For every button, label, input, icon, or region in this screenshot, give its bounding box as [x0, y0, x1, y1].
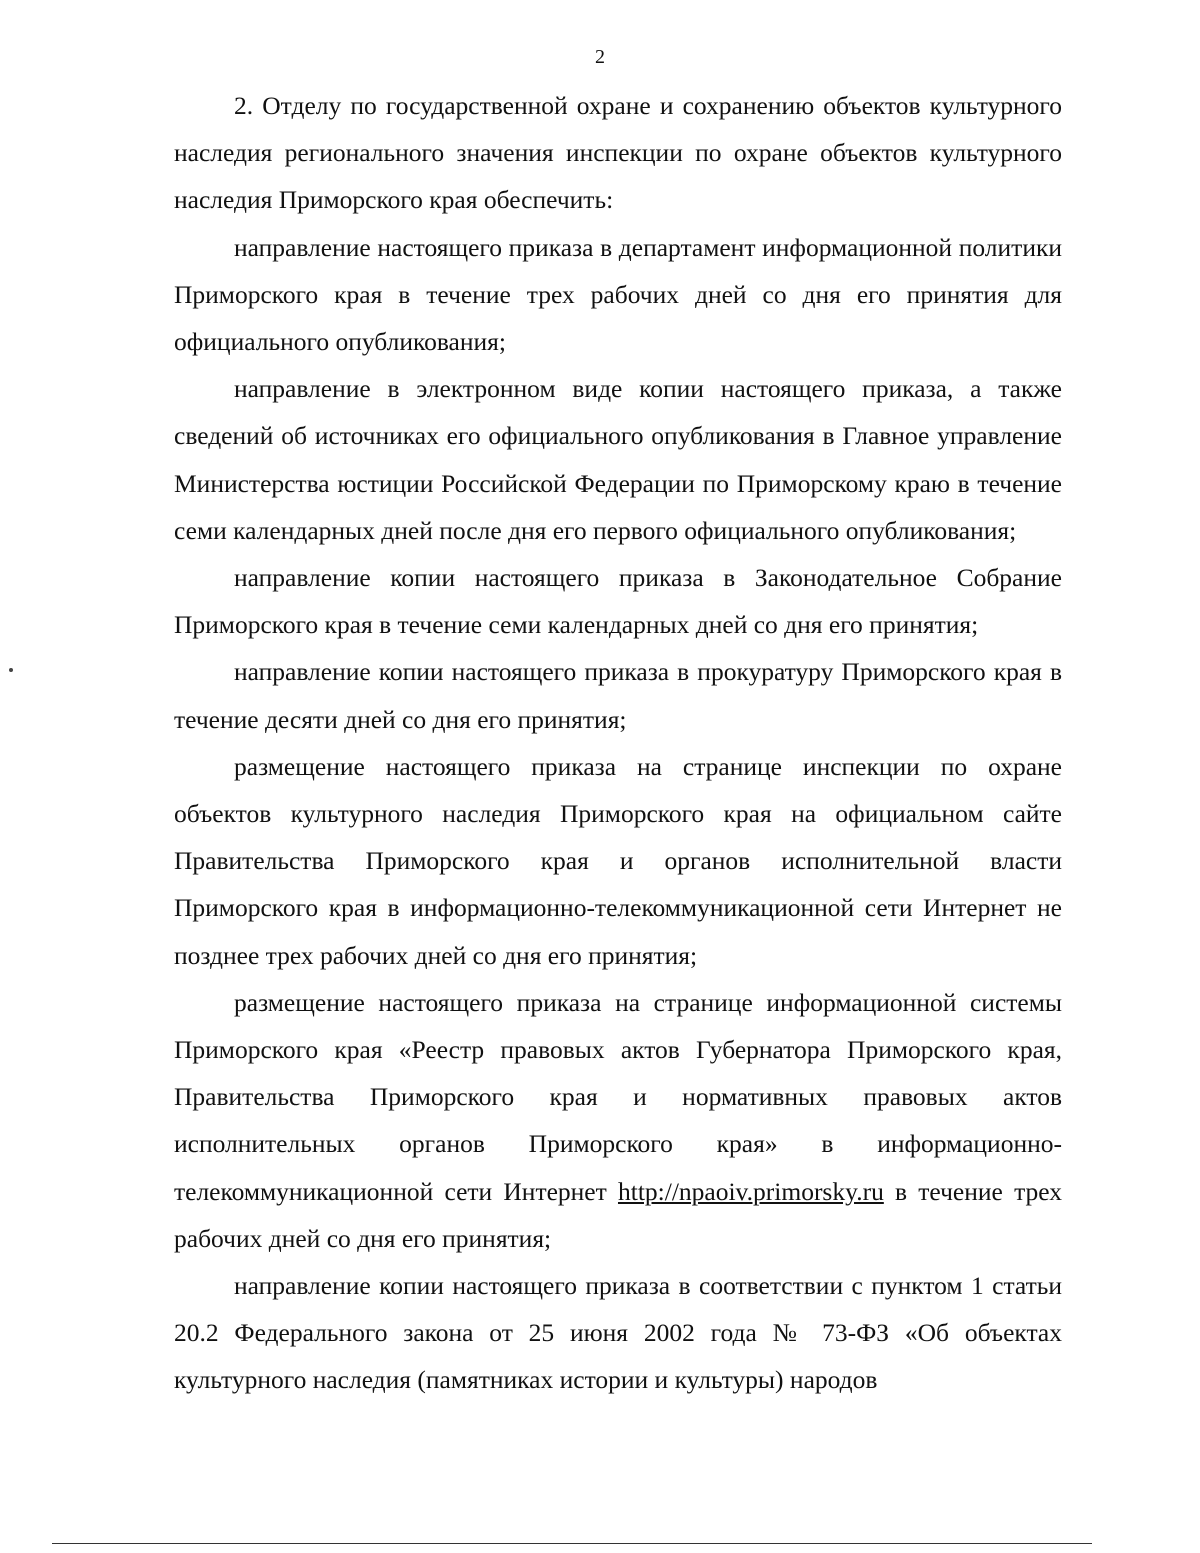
page-number: 2 [595, 46, 605, 68]
document-body [174, 82, 1062, 1404]
page-bottom-rule [52, 1543, 1092, 1544]
scan-mark [9, 668, 13, 672]
paragraph-legislative-assembly: направление копии настоящего приказа в Законодательное Собрание Приморского края в течение семи календарных дней со дня его принятия; [174, 563, 1062, 640]
paragraph-official-site: размещение настоящего приказа на странице инспекции по охране объектов культурного наследия Приморского края на официальном сайте Правительства Приморского края и органов исполнительной власти Приморского края в информационно-телекоммуникационной сети Интернет не позднее трех рабочих дней со дня его принятия; [174, 751, 1062, 970]
paragraph-ministry-justice: направление в электронном виде копии настоящего приказа, а также сведений об источниках его официального опубликования в Главное управление Министерства юстиции Российской Федерации по Приморскому краю в течение семи календарных дней после дня его первого официального опубликования; [174, 374, 1062, 545]
registry-text-before: размещение настоящего приказа на странице информационной системы Приморского края «Реестр правовых актов Губернатора Приморского края, Правительства Приморского края и нормативных правовых актов исполнительных органов Приморского края» в информационно-телекоммуникационной сети Интернет [174, 987, 1062, 1206]
registry-text-after: в течение трех рабочих дней со дня его принятия; [174, 1176, 1063, 1253]
paragraph-info-policy: направление настоящего приказа в департамент информационной политики Приморского края в течение трех рабочих дней со дня его принятия для официального опубликования; [174, 232, 1062, 357]
paragraph-prosecutor: направление копии настоящего приказа в прокуратуру Приморского края в течение десяти дней со дня его принятия; [174, 657, 1062, 734]
paragraph-federal-law: направление копии настоящего приказа в соответствии с пунктом 1 статьи 20.2 Федерального закона от 25 июня 2002 года № 73-ФЗ «Об объектах культурного наследия (памятниках истории и культуры) народов [174, 1271, 1062, 1395]
paragraph-registry [174, 979, 1062, 1262]
paragraph-instruction: 2. Отделу по государственной охране и сохранению объектов культурного наследия регионального значения инспекции по охране объектов культурного наследия Приморского края обеспечить: [174, 91, 1062, 215]
registry-link[interactable]: http://npaoiv.primorsky.ru [617, 1176, 884, 1206]
